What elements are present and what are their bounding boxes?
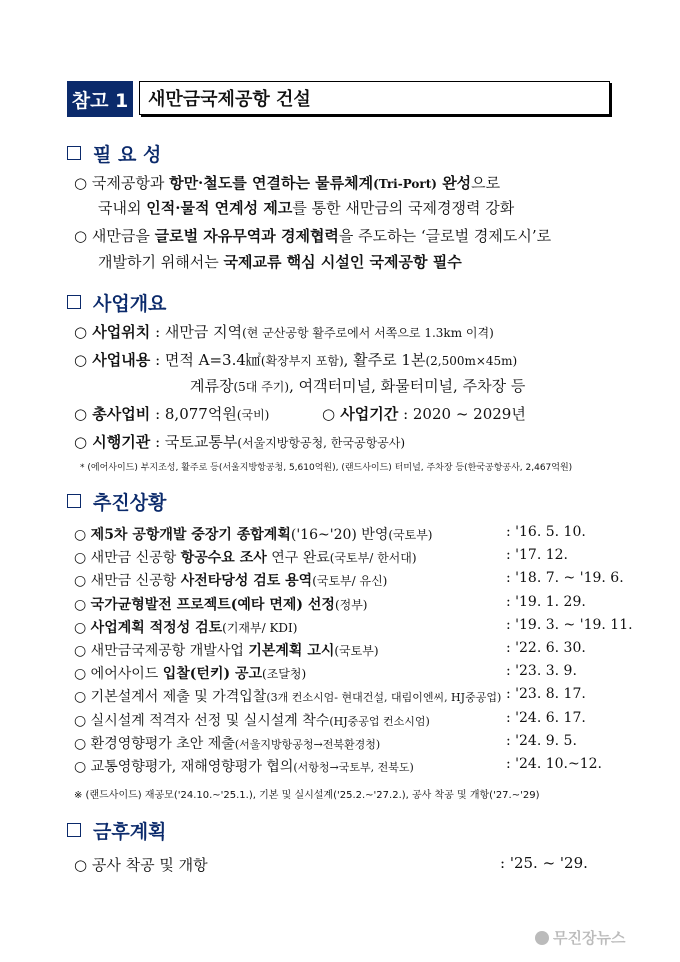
section-heading-overview: 사업개요 [67,289,166,316]
progress-item: ○ 새만금 신공항 항공수요 조사 연구 완료(국토부/ 한서대) [74,550,417,567]
progress-item: ○ 에어사이드 입찰(턴키) 공고(조달청) [74,666,307,683]
section-heading-plan: 금후계획 [67,817,166,844]
progress-item: ○ 기본설계서 제출 및 가격입찰(3개 컨소시엄- 현대건설, 대림이엔씨, HJ중공업) [74,689,502,706]
overview-location: ○ 사업위치 : 새만금 지역(현 군산공항 활주로에서 서쪽으로 1.3km 이격) [74,323,494,341]
progress-item: ○ 새만금국제공항 개발사업 기본계획 고시(국토부) [74,643,379,659]
progress-item: ○ 실시설계 적격자 선정 및 실시설계 착수(HJ중공업 컨소시엄) [74,712,430,729]
overview-content-2: 계류장(5대 주기), 여객터미널, 화물터미널, 주차장 등 [190,377,526,395]
progress-date: : '19. 1. 29. [506,593,586,610]
progress-note: ※ (랜드사이드) 재공모('24.10.~'25.1.), 기본 및 실시설계('25.2.~'27.2.), 공사 착공 및 개항('27.~'29) [74,790,540,801]
reference-tag: 참고 1 [67,81,133,117]
section-heading-progress: 추진상황 [67,488,166,515]
section-heading-need: 필 요 성 [67,140,161,167]
plan-date: : '25. ~ '29. [500,854,588,872]
progress-date: : '23. 8. 17. [506,686,586,703]
progress-date: : '19. 3. ~ '19. 11. [506,616,633,633]
overview-period: ○ 사업기간 : 2020 ~ 2029년 [322,405,526,423]
progress-date: : '24. 10.~12. [506,756,602,772]
progress-date: : '16. 5. 10. [506,524,586,540]
progress-item: ○ 제5차 공항개발 중장기 종합계획('16~'20) 반영(국토부) [74,527,433,543]
progress-item: ○ 새만금 신공항 사전타당성 검토 용역(국토부/ 유신) [74,573,388,590]
need-line-4: 개발하기 위해서는 국제교류 핵심 시설인 국제공항 필수 [98,253,462,271]
need-line-2: 국내외 인적·물적 연계성 제고를 통한 새만금의 국제경쟁력 강화 [98,199,515,217]
overview-content: ○ 사업내용 : 면적 A=3.4㎢(확장부지 포함), 활주로 1본(2,500m×45m) [74,351,518,369]
progress-date: : '24. 6. 17. [506,709,586,726]
square-bullet-icon [67,494,81,508]
overview-cost: ○ 총사업비 : 8,077억원(국비) [74,405,270,423]
overview-note: * (에어사이드) 부지조성, 활주로 등(서울지방항공청, 5,610억원), (랜드사이드) 터미널, 주차장 등(한국공항공사, 2,467억원) [80,463,573,473]
progress-date: : '18. 7. ~ '19. 6. [506,570,624,587]
logo-icon [535,931,549,945]
progress-item: ○ 사업계획 적정성 검토(기재부/ KDI) [74,619,298,636]
progress-item: ○ 환경영향평가 초안 제출(서울지방항공청→전북환경청) [74,735,381,752]
progress-item: ○ 교통영향평가, 재해영향평가 협의(서항청→국토부, 전북도) [74,759,414,775]
page-title: 새만금국제공항 건설 [139,81,610,115]
need-line-3: ○ 새만금을 글로벌 자유무역과 경제협력을 주도하는 ‘글로벌 경제도시’로 [74,227,552,245]
plan-item: ○ 공사 착공 및 개항 [74,856,208,874]
watermark: 무진장뉴스 [535,927,675,949]
overview-agency: ○ 시행기관 : 국토교통부(서울지방항공청, 한국공항공사) [74,433,406,451]
progress-date: : '17. 12. [506,547,568,564]
progress-date: : '24. 9. 5. [506,732,577,749]
title-bar [67,81,612,117]
square-bullet-icon [67,823,81,837]
square-bullet-icon [67,146,81,160]
progress-date: : '23. 3. 9. [506,663,577,680]
need-line-1: ○ 국제공항과 항만·철도를 연결하는 물류체계(Tri-Port) 완성으로 [74,174,501,192]
square-bullet-icon [67,295,81,309]
progress-item: ○ 국가균형발전 프로젝트(예타 면제) 선정(정부) [74,596,368,613]
progress-date: : '22. 6. 30. [506,640,586,656]
